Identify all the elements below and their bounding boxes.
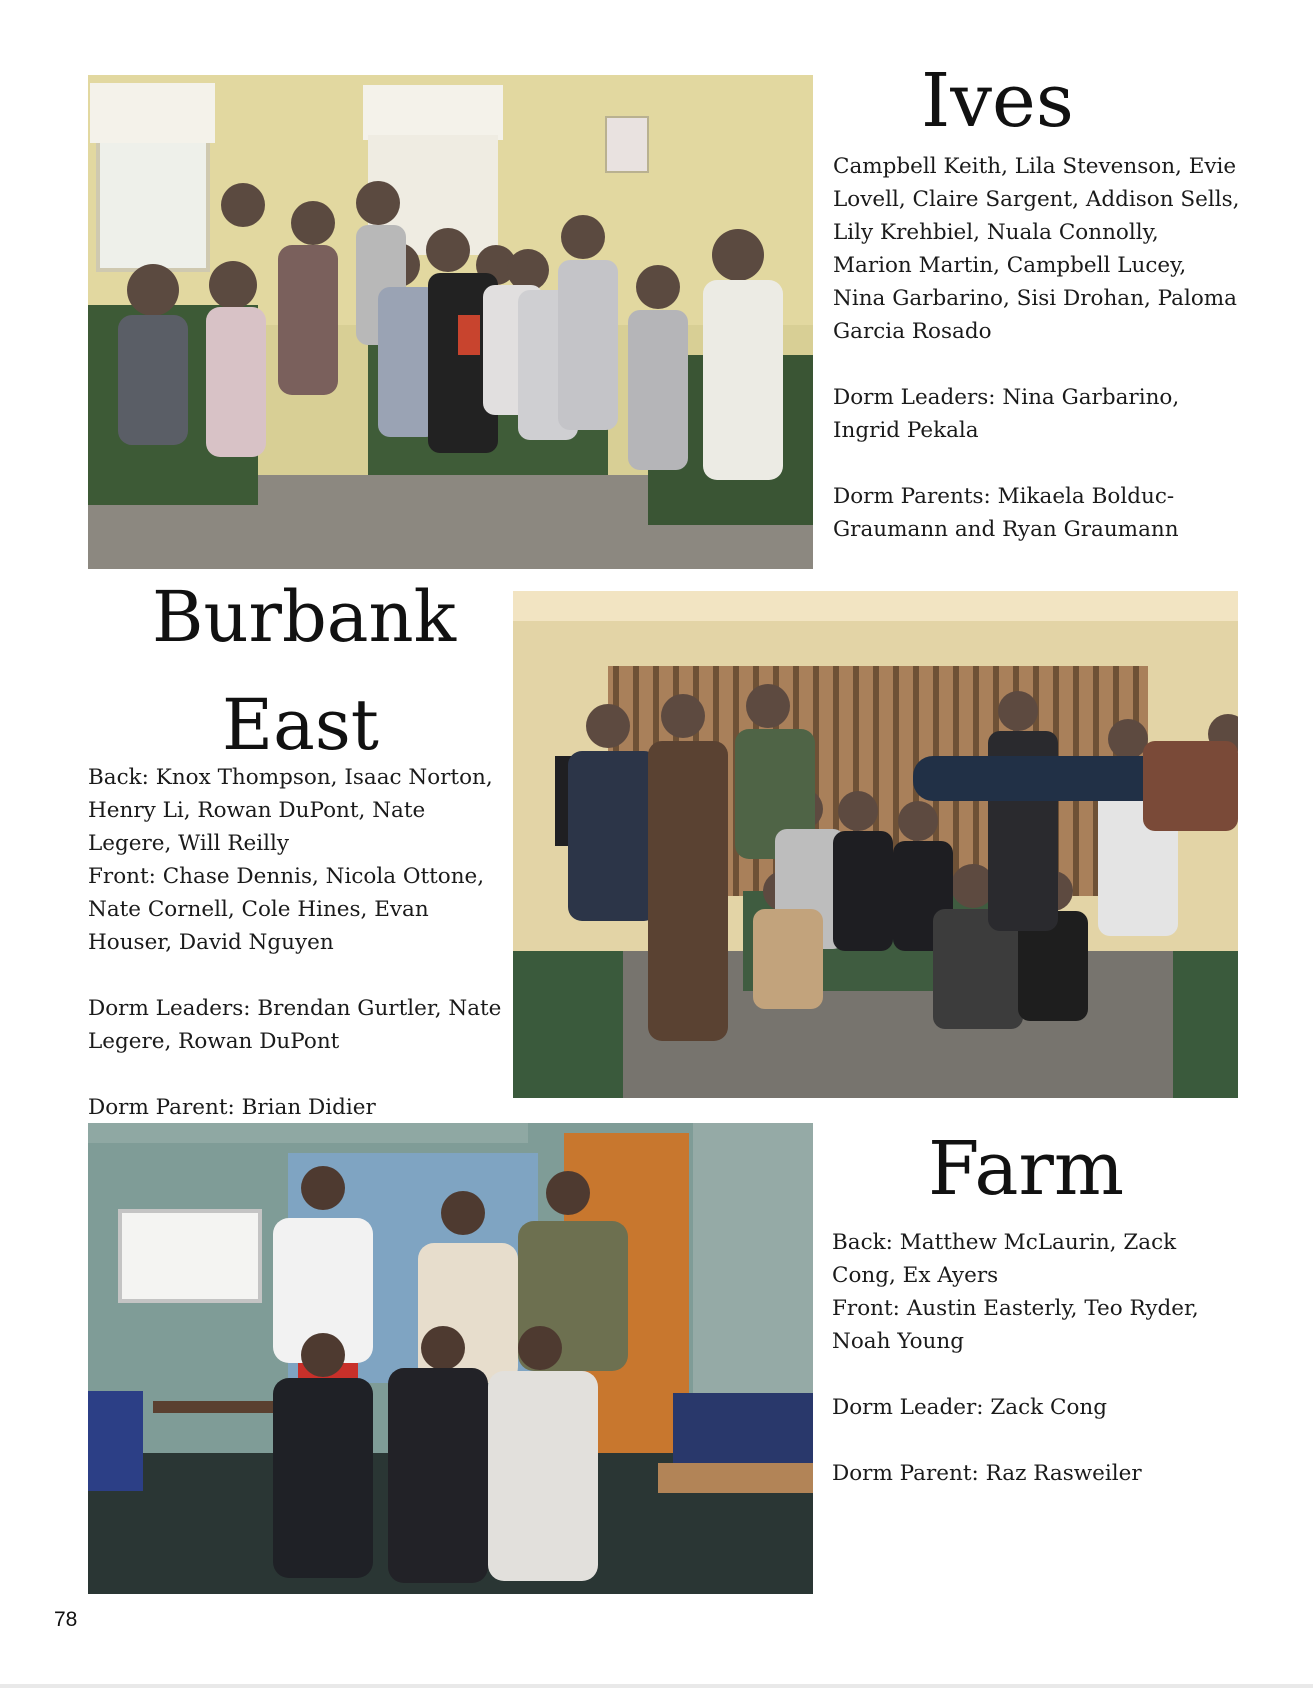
burbank-east-title-line2: East xyxy=(222,684,379,766)
ives-dorm-leaders: Dorm Leaders: Nina Garbarino, Ingrid Pekala xyxy=(833,385,1180,443)
burbank-east-group-photo xyxy=(513,591,1238,1098)
ives-group-photo xyxy=(88,75,813,569)
burbank-east-title-line1: Burbank xyxy=(152,576,457,658)
burbank-east-back-row: Back: Knox Thompson, Isaac Norton, Henry Li, Rowan DuPont, Nate Legere, Will Reilly xyxy=(88,765,493,856)
page-bottom-edge xyxy=(0,1684,1313,1688)
burbank-east-front-row: Front: Chase Dennis, Nicola Ottone, Nate Cornell, Cole Hines, Evan Houser, David Nguyen xyxy=(88,864,485,955)
farm-title: Farm xyxy=(928,1126,1124,1212)
page-number: 78 xyxy=(54,1608,78,1631)
farm-front-row: Front: Austin Easterly, Teo Ryder, Noah Young xyxy=(832,1296,1199,1354)
farm-group-photo xyxy=(88,1123,813,1594)
ives-members: Campbell Keith, Lila Stevenson, Evie Lovell, Claire Sargent, Addison Sells, Lily Krehbiel, Nuala Connolly, Marion Martin, Campbell Lucey, Nina Garbarino, Sisi Drohan, Paloma Garcia Rosado xyxy=(833,154,1240,344)
farm-back-row: Back: Matthew McLaurin, Zack Cong, Ex Ayers xyxy=(832,1230,1177,1288)
farm-dorm-leader: Dorm Leader: Zack Cong xyxy=(832,1395,1108,1420)
burbank-east-dorm-leaders: Dorm Leaders: Brendan Gurtler, Nate Legere, Rowan DuPont xyxy=(88,996,502,1054)
ives-title: Ives xyxy=(921,58,1074,144)
burbank-east-info xyxy=(88,761,508,1124)
ives-info xyxy=(833,150,1243,546)
farm-info xyxy=(832,1226,1242,1490)
farm-dorm-parent: Dorm Parent: Raz Rasweiler xyxy=(832,1461,1142,1486)
burbank-east-dorm-parent: Dorm Parent: Brian Didier xyxy=(88,1095,376,1120)
ives-dorm-parents: Dorm Parents: Mikaela Bolduc-Graumann and Ryan Graumann xyxy=(833,484,1179,542)
